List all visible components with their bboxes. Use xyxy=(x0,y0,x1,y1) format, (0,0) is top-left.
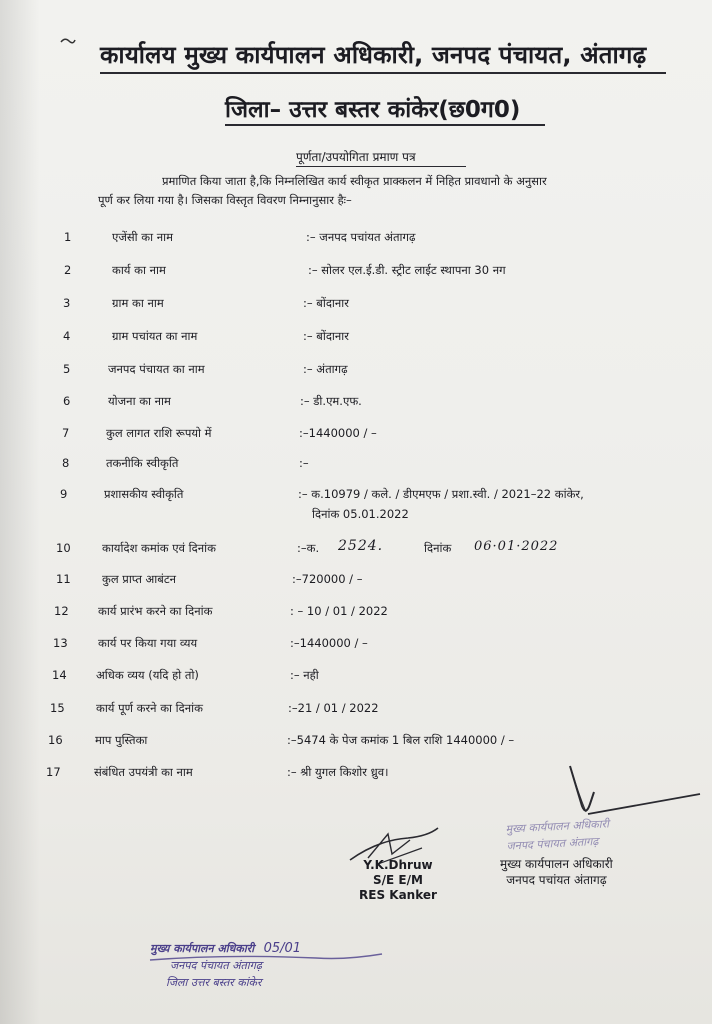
ceo-rubber-stamp xyxy=(505,815,610,854)
row-number: 8 xyxy=(62,456,70,470)
row-date-label: दिनांक xyxy=(424,541,452,555)
detail-row xyxy=(0,362,712,386)
row-value: :–1440000 / – xyxy=(299,426,377,440)
row-label: ग्राम का नाम xyxy=(112,296,164,310)
row-value: : – 10 / 01 / 2022 xyxy=(290,604,388,618)
row-label: कार्य प्रारंभ करने का दिनांक xyxy=(98,604,213,618)
row-value: :– अंतागढ़ xyxy=(303,362,348,376)
row-number: 12 xyxy=(54,604,69,618)
intro-paragraph xyxy=(98,172,678,210)
row-value: :– सोलर एल.ई.डी. स्ट्रीट लाईट स्थापना 30 नग xyxy=(308,263,506,277)
row-value: :– बोंदानार xyxy=(303,329,349,343)
row-value: :– डी.एम.एफ. xyxy=(300,394,362,408)
row-label: कार्य पर किया गया व्यय xyxy=(98,636,198,650)
district-heading-underline xyxy=(225,124,545,126)
corner-mark-icon xyxy=(60,36,76,46)
office-heading: कार्यालय मुख्य कार्यपालन अधिकारी, जनपद पंचायत, अंतागढ़ xyxy=(100,41,647,69)
row-value: :–5474 के पेज कमांक 1 बिल राशि 1440000 / – xyxy=(287,733,515,747)
handwritten-order-date: 06·01·2022 xyxy=(474,539,559,554)
row-number: 16 xyxy=(48,733,63,747)
row-value-continued: दिनांक 05.01.2022 xyxy=(312,507,409,521)
row-number: 1 xyxy=(64,230,72,244)
certificate-title-underline xyxy=(296,166,466,167)
row-label: कुल लागत राशि रूपयो में xyxy=(106,426,212,440)
row-label: कार्यादेश कमांक एवं दिनांक xyxy=(102,541,216,555)
detail-row xyxy=(0,701,712,725)
bottom-stamp-signature-stroke xyxy=(146,952,386,964)
row-label: अधिक व्यय (यदि हो तो) xyxy=(96,668,199,682)
row-value: :– जनपद पचांयत अंतागढ़ xyxy=(306,230,416,244)
intro-line-1: प्रमाणित किया जाता है,कि निम्नलिखित कार्य स्वीकृत प्राक्कलन में निहित प्रावधानो के अनुसार xyxy=(162,174,547,188)
ceo-stamp-line-2: जनपद पंचायत अंतागढ़ xyxy=(506,834,599,853)
detail-row xyxy=(0,394,712,418)
bottom-stamp-handwritten-date: 05/01 xyxy=(263,941,302,956)
detail-row xyxy=(0,329,712,353)
office-heading-underline xyxy=(100,72,666,74)
row-number: 14 xyxy=(52,668,67,682)
row-number: 7 xyxy=(62,426,70,440)
engineer-designation: S/E E/M xyxy=(373,873,423,887)
detail-row xyxy=(0,668,712,692)
row-label: माप पुस्तिका xyxy=(95,733,148,747)
detail-row xyxy=(0,636,712,660)
detail-row xyxy=(0,263,712,287)
row-value: :–क. xyxy=(297,541,320,555)
detail-row xyxy=(0,604,712,628)
row-label: एजेंसी का नाम xyxy=(112,230,174,244)
detail-row xyxy=(0,296,712,320)
row-label: ग्राम पचांयत का नाम xyxy=(112,329,198,343)
district-heading: जिला– उत्तर बस्तर कांकेर(छ0ग0) xyxy=(225,97,521,123)
ceo-office: जनपद पचांयत अंतागढ़ xyxy=(506,873,607,887)
detail-row xyxy=(0,456,712,480)
row-label: कार्य पूर्ण करने का दिनांक xyxy=(96,701,203,715)
row-number: 3 xyxy=(63,296,71,310)
detail-row xyxy=(0,487,712,531)
row-value: :– श्री युगल किशोर ध्रुव। xyxy=(287,765,389,779)
row-number: 17 xyxy=(46,765,61,779)
bottom-stamp-title: मुख्य कार्यपालन अधिकारी xyxy=(150,942,255,955)
detail-row xyxy=(0,572,712,596)
row-number: 13 xyxy=(53,636,68,650)
ceo-signature-block xyxy=(500,856,613,888)
row-value: :–1440000 / – xyxy=(290,636,368,650)
detail-row xyxy=(0,538,712,565)
row-value: :–720000 / – xyxy=(292,572,363,586)
row-label: संबंधित उपयंत्री का नाम xyxy=(94,765,193,779)
row-value: :– xyxy=(299,456,309,470)
row-label: जनपद पंचायत का नाम xyxy=(108,362,205,376)
detail-row xyxy=(0,426,712,450)
row-number: 4 xyxy=(63,329,71,343)
detail-row xyxy=(0,230,712,254)
bottom-stamp-line-2: जनपद पंचायत अंतागढ़ xyxy=(170,959,262,972)
row-number: 10 xyxy=(56,541,71,555)
engineer-office: RES Kanker xyxy=(359,888,437,902)
row-number: 9 xyxy=(60,487,68,501)
row-label: कुल प्राप्त आबंटन xyxy=(102,572,177,586)
row-label: प्रशासकीय स्वीकृति xyxy=(104,487,184,501)
certificate-title: पूर्णता/उपयोगिता प्रमाण पत्र xyxy=(296,150,416,164)
bottom-rubber-stamp xyxy=(150,940,301,991)
row-number: 5 xyxy=(63,362,71,376)
row-label: योजना का नाम xyxy=(108,394,171,408)
ceo-stamp-line-1: मुख्य कार्यपालन अधिकारी xyxy=(505,817,610,836)
row-value: :– बोंदानार xyxy=(303,296,349,310)
bottom-stamp-line-3: जिला उत्तर बस्तर कांकेर xyxy=(166,976,262,989)
row-value: :–21 / 01 / 2022 xyxy=(288,701,379,715)
ceo-title: मुख्य कार्यपालन अधिकारी xyxy=(500,857,613,871)
row-value: :– नही xyxy=(290,668,319,682)
row-label: कार्य का नाम xyxy=(112,263,166,277)
row-value: :– क.10979 / कले. / डीएमएफ / प्रशा.स्वी. / 2021–22 कांकेर, xyxy=(298,487,584,501)
intro-line-2: पूर्ण कर लिया गया है। जिसका विस्तृत विवरण निम्नानुसार हैः– xyxy=(98,193,352,207)
detail-row xyxy=(0,733,712,757)
engineer-signature-block xyxy=(346,858,450,903)
row-number: 15 xyxy=(50,701,65,715)
row-label: तकनीकि स्वीकृति xyxy=(106,456,179,470)
row-number: 2 xyxy=(64,263,72,277)
row-number: 11 xyxy=(56,572,71,586)
engineer-name: Y.K.Dhruw xyxy=(363,858,433,872)
row-number: 6 xyxy=(63,394,71,408)
handwritten-order-number: 2524. xyxy=(338,538,384,554)
